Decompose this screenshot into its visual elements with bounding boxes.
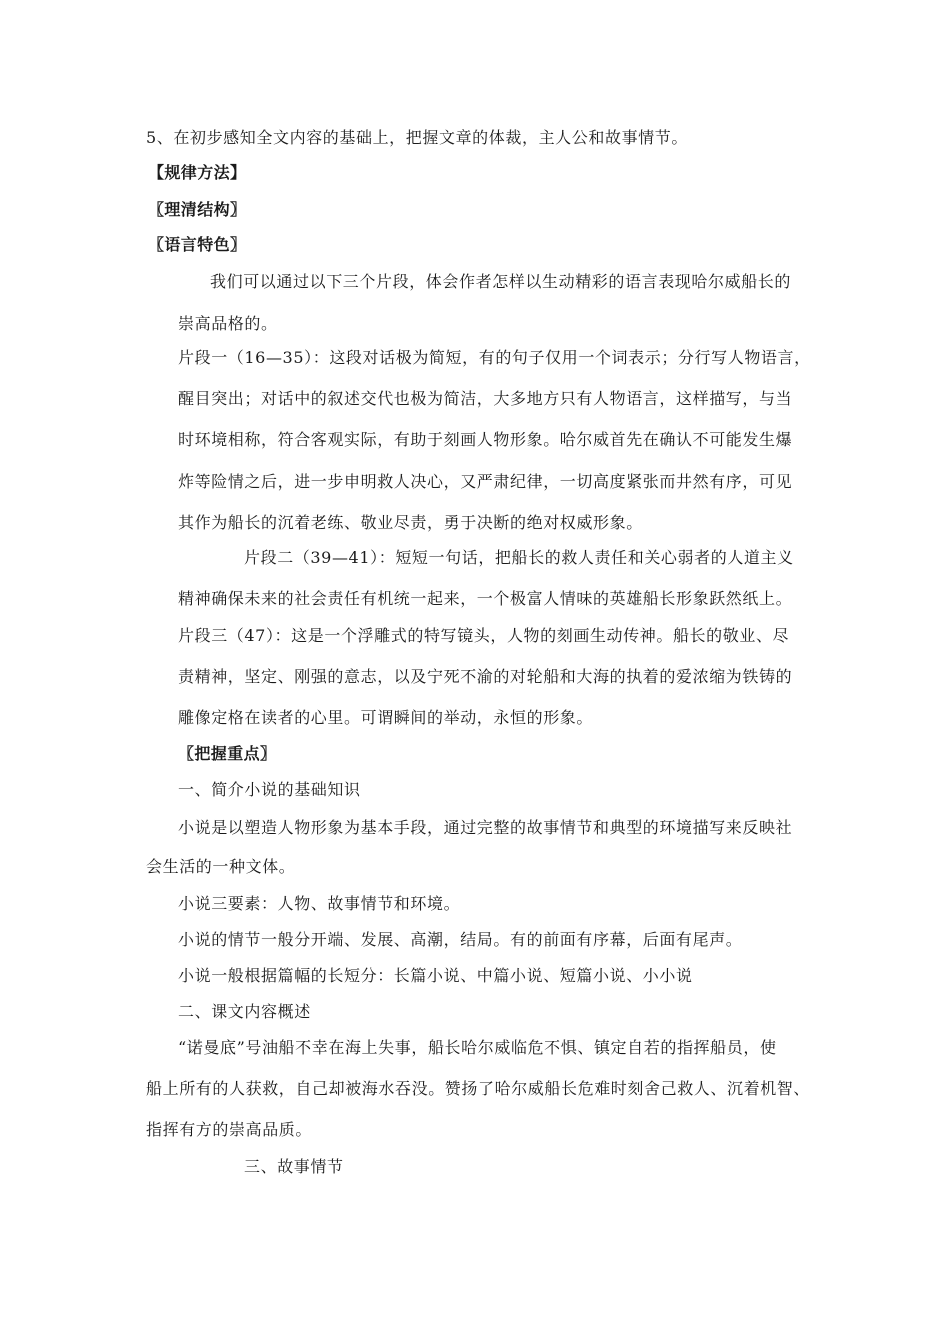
text-line: 醒目突出；对话中的叙述交代也极为简洁，大多地方只有人物语言，这样描写，与当: [178, 389, 793, 408]
text-line-section3: 三、故事情节: [244, 1157, 344, 1176]
text-line: 船上所有的人获救，自己却被海水吞没。赞扬了哈尔威船长危难时刻舍己救人、沉着机智、: [146, 1079, 811, 1098]
text-line-section1: 一、简介小说的基础知识: [178, 780, 361, 799]
text-line: 责精神，坚定、刚强的意志，以及宁死不渝的对轮船和大海的执着的爱浓缩为铁铸的: [178, 667, 793, 686]
text-line: 小说一般根据篇幅的长短分：长篇小说、中篇小说、短篇小说、小小说: [178, 966, 693, 985]
text-line: “诺曼底”号油船不幸在海上失事，船长哈尔威临危不惧、镇定自若的指挥船员，使: [178, 1038, 777, 1057]
text-line: 崇高品格的。: [178, 314, 278, 333]
text-line: 小说的情节一般分开端、发展、高潮，结局。有的前面有序幕，后面有尾声。: [178, 930, 743, 949]
text-line-segment1: 片段一（16—35）：这段对话极为简短，有的句子仅用一个词表示；分行写人物语言，: [178, 348, 811, 367]
text-line: 精神确保未来的社会责任有机统一起来，一个极富人情味的英雄船长形象跃然纸上。: [178, 589, 793, 608]
heading-rules-methods: 【规律方法】: [148, 163, 247, 182]
text-line-section2: 二、课文内容概述: [178, 1002, 311, 1021]
text-line: 我们可以通过以下三个片段，体会作者怎样以生动精彩的语言表现哈尔威船长的: [210, 272, 792, 291]
text-line: 小说三要素：人物、故事情节和环境。: [178, 894, 461, 913]
text-line: 小说是以塑造人物形象为基本手段，通过完整的故事情节和典型的环境描写来反映社: [178, 818, 793, 837]
text-line-segment3: 片段三（47）：这是一个浮雕式的特写镜头，人物的刻画生动传神。船长的敬业、尽: [178, 626, 790, 645]
heading-language-features: 〖语言特色〗: [148, 235, 247, 254]
text-line: 指挥有方的崇高品质。: [146, 1120, 313, 1139]
text-line: 炸等险情之后，进一步申明救人决心，又严肃纪律，一切高度紧张而井然有序，可见: [178, 472, 793, 491]
text-line: 会生活的一种文体。: [146, 857, 296, 876]
text-line: 其作为船长的沉着老练、敬业尽责，勇于决断的绝对权威形象。: [178, 513, 643, 532]
text-line: 雕像定格在读者的心里。可谓瞬间的举动，永恒的形象。: [178, 708, 594, 727]
text-line-item5: 5、在初步感知全文内容的基础上，把握文章的体裁，主人公和故事情节。: [146, 128, 688, 147]
heading-structure: 〖理清结构〗: [148, 200, 247, 219]
text-line-segment2: 片段二（39—41）：短短一句话，把船长的救人责任和关心弱者的人道主义: [244, 548, 794, 567]
text-line: 时环境相称，符合客观实际，有助于刻画人物形象。哈尔威首先在确认不可能发生爆: [178, 430, 793, 449]
heading-key-points: 〖把握重点〗: [178, 744, 277, 763]
